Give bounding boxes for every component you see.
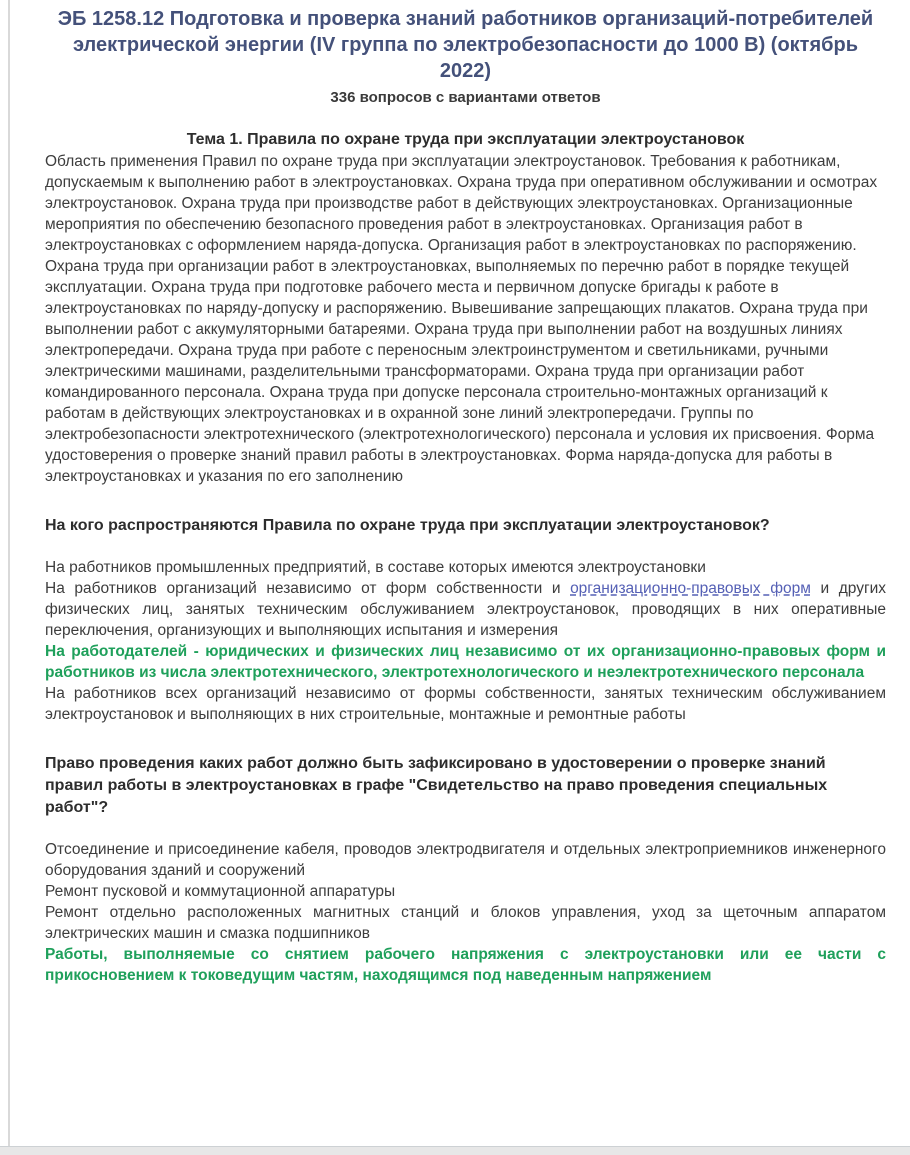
- document-title: ЭБ 1258.12 Подготовка и проверка знаний работников организаций-потребителей электрической энергии (IV группа по электробезопасности до 1000 В) (октябрь 2022): [57, 8, 874, 82]
- topic-description: Область применения Правил по охране труда при эксплуатации электроустановок. Требования к работникам, допускаемым к выполнению работ в электроустановках. Охрана труда при оперативном обслуживании и осмотрах электроустановок. Охрана труда при производстве работ в действующих электроустановках. Организационные мероприятия по обеспечению безопасного проведения работ в электроустановках. Организация работ в электроустановках с оформлением наряда-допуска. Организация работ в электроустановках по распоряжению. Охрана труда при организации работ в электроустановках, выполняемых по перечню работ в порядке текущей эксплуатации. Охрана труда при подготовке рабочего места и первичном допуске бригады к работе в электроустановках по наряду-допуску и распоряжению. Вывешивание запрещающих плакатов. Охрана труда при выполнении работ с аккумуляторными батареями. Охрана труда при выполнении работ на воздушных линиях электропередачи. Охрана труда при работе с переносным электроинструментом и светильниками, ручными электрическими машинами, разделительными трансформаторами. Охрана труда при организации работ командированного персонала. Охрана труда при допуске персонала строительно-монтажных организаций к работам в действующих электроустановках и в охранной зоне линий электропередачи. Группы по электробезопасности электротехнического (электротехнологического) персонала и условия их присвоения. Форма удостоверения о проверке знаний правил работы в электроустановках. Форма наряда-допуска для работы в электроустановках и указания по его заполнению: [45, 153, 878, 485]
- question-count: 336 вопросов с вариантами ответов: [330, 89, 601, 106]
- term-link[interactable]: организационно-правовых форм: [570, 580, 811, 597]
- page-left-border: [8, 0, 10, 1146]
- answer-text-before-link: На работников организаций независимо от форм собственности и: [45, 580, 571, 597]
- document-body: [45, 6, 886, 986]
- answer-list: [45, 557, 886, 725]
- answer-option: На работников промышленных предприятий, в составе которых имеются электроустановки: [45, 559, 706, 576]
- answer-text-after-link: и других физических лиц, занятых техническим обслуживанием электроустановок, проводящих в них оперативные переключения, организующих и выполняющих испытания и измерения: [45, 580, 887, 639]
- window-bottom-edge: [0, 1146, 910, 1155]
- answer-option: Отсоединение и присоединение кабеля, проводов электродвигателя и отдельных электроприемников инженерного оборудования зданий и сооружений: [45, 841, 886, 879]
- answer-option: На работников всех организаций независимо от формы собственности, занятых техническим обслуживанием электроустановок и выполняющих в них строительные, монтажные и ремонтные работы: [45, 685, 886, 723]
- answer-option: Ремонт пусковой и коммутационной аппаратуры: [45, 883, 396, 900]
- correct-answer-option: Работы, выполняемые со снятием рабочего напряжения с электроустановки или ее части с прикосновением к токоведущим частям, находящимся под наведенным напряжением: [45, 946, 886, 984]
- answer-option: [45, 578, 886, 641]
- correct-answer-option: На работодателей - юридических и физических лиц независимо от их организационно-правовых форм и работников из числа электротехнического, электротехнологического и неэлектротехнического персонала: [45, 643, 886, 681]
- answer-option: Ремонт отдельно расположенных магнитных станций и блоков управления, уход за щеточным аппаратом электрических машин и смазка подшипников: [45, 904, 886, 942]
- answer-list: [45, 839, 886, 986]
- topic-heading: Тема 1. Правила по охране труда при эксплуатации электроустановок: [186, 131, 745, 148]
- question-text: Право проведения каких работ должно быть зафиксировано в удостоверении о проверке знаний правил работы в электроустановках в графе "Свидетельство на право проведения специальных работ"?: [45, 755, 828, 816]
- question-text: На кого распространяются Правила по охране труда при эксплуатации электроустановок?: [45, 517, 770, 534]
